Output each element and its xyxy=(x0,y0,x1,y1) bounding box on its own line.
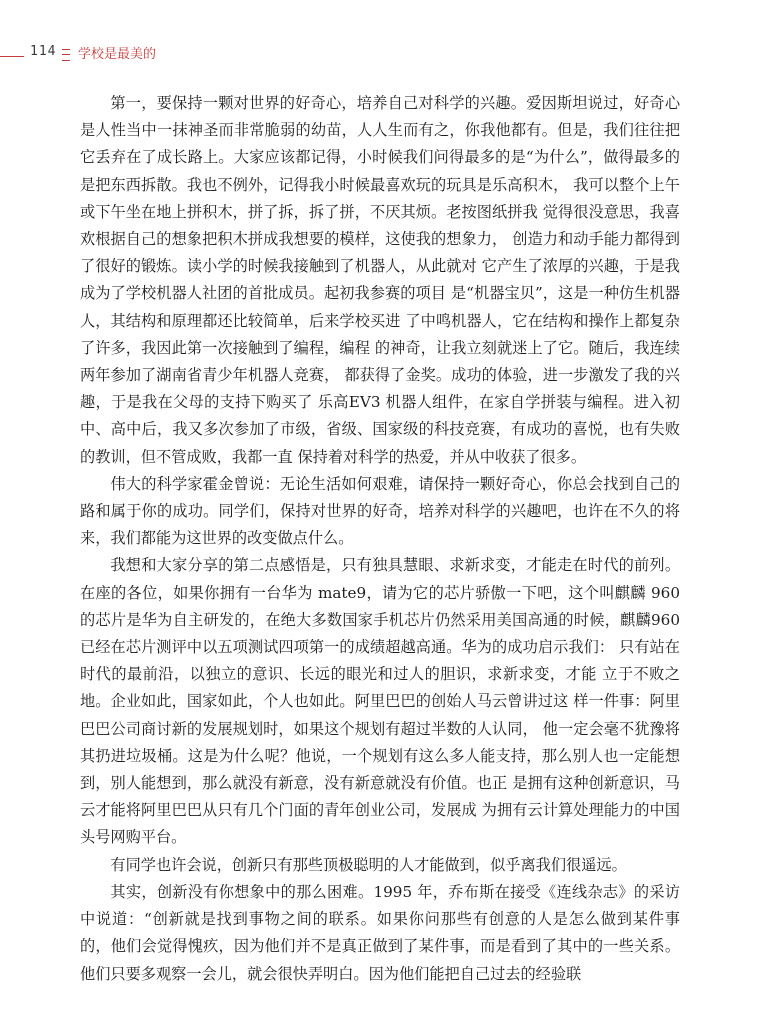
running-title: 学校是最美的 xyxy=(78,47,157,62)
header-rule xyxy=(0,56,24,57)
body-text xyxy=(80,90,680,988)
paragraph-3: 我想和大家分享的第二点感悟是，只有独具慧眼、求新求变，才能走在时代的前列。在座的各位，如果你拥有一台华为 mate9，请为它的芯片骄傲一下吧，这个叫麒麟 960的芯片是华为自主研发的，在绝大多数国家手机芯片仍然采用美国高通的时候，麒麟960已经在芯片测评中以五项测试四项第一的成绩超越高通。华为的成功启示我们： 只有站在时代的最前沿，以独立的意识、长远的眼光和过人的胆识，求新求变，才能 立于不败之地。企业如此，国家如此，个人也如此。阿里巴巴的创始人马云曾讲过这 样一件事：阿里巴巴公司商讨新的发展规划时，如果这个规划有超过半数的人认同， 他一定会毫不犹豫将其扔进垃圾桶。这是为什么呢？他说，一个规划有这么多人能支持，那么别人也一定能想到，别人能想到，那么就没有新意，没有新意就没有价值。也正 是拥有这种创新意识，马云才能将阿里巴巴从只有几个门面的青年创业公司，发展成 为拥有云计算处理能力的中国头号网购平台。 xyxy=(80,556,680,847)
paragraph-5: 其实，创新没有你想象中的那么困难。1995 年，乔布斯在接受《连线杂志》的采访中说道：“创新就是找到事物之间的联系。如果你问那些有创意的人是怎么做到某件事的，他们会觉得愧疚，因为他们并不是真正做到了某件事，而是看到了其中的一些关系。他们只要多观察一会儿，就会很快弄明白。因为他们能把自己过去的经验联 xyxy=(80,882,680,983)
paragraph-4: 有同学也许会说，创新只有那些顶极聪明的人才能做到，似乎离我们很遥远。 xyxy=(110,855,627,874)
header-separator-icon xyxy=(62,49,70,61)
page-header xyxy=(0,40,768,66)
paragraph-1: 第一，要保持一颗对世界的好奇心，培养自己对科学的兴趣。爱因斯坦说过，好奇心是人性当中一抹神圣而非常脆弱的幼苗，人人生而有之，你我他都有。但是，我们往往把它丢弃在了成长路上。大家应该都记得，小时候我们问得最多的是“为什么”，做得最多的是把东西拆散。我也不例外，记得我小时候最喜欢玩的玩具是乐高积木， 我可以整个上午或下午坐在地上拼积木，拼了拆，拆了拼，不厌其烦。老按图纸拼我 觉得很没意思，我喜欢根据自己的想象把积木拼成我想要的模样，这使我的想象力， 创造力和动手能力都得到了很好的锻炼。读小学的时候我接触到了机器人，从此就对 它产生了浓厚的兴趣，于是我成为了学校机器人社团的首批成员。起初我参赛的项目 是“机器宝贝”，这是一种仿生机器人，其结构和原理都还比较简单，后来学校买进 了中鸣机器人，它在结构和操作上都复杂了许多，我因此第一次接触到了编程，编程 的神奇，让我立刻就迷上了它。随后，我连续两年参加了湖南省青少年机器人竞赛， 都获得了金奖。成功的体验，进一步激发了我的兴趣，于是我在父母的支持下购买了 乐高EV3 机器人组件，在家自学拼装与编程。进入初中、高中后，我又多次参加了市级，省级、国家级的科技竞赛，有成功的喜悦，也有失败的教训，但不管成败，我都一直 保持着对科学的热爱，并从中收获了很多。 xyxy=(80,94,680,466)
page-number: 114 xyxy=(30,44,57,59)
paragraph-2: 伟大的科学家霍金曾说：无论生活如何艰难，请保持一颗好奇心，你总会找到自己的路和属于你的成功。同学们，保持对世界的好奇，培养对科学的兴趣吧，也许在不久的将来，我们都能为这世界的改变做点什么。 xyxy=(80,474,680,548)
